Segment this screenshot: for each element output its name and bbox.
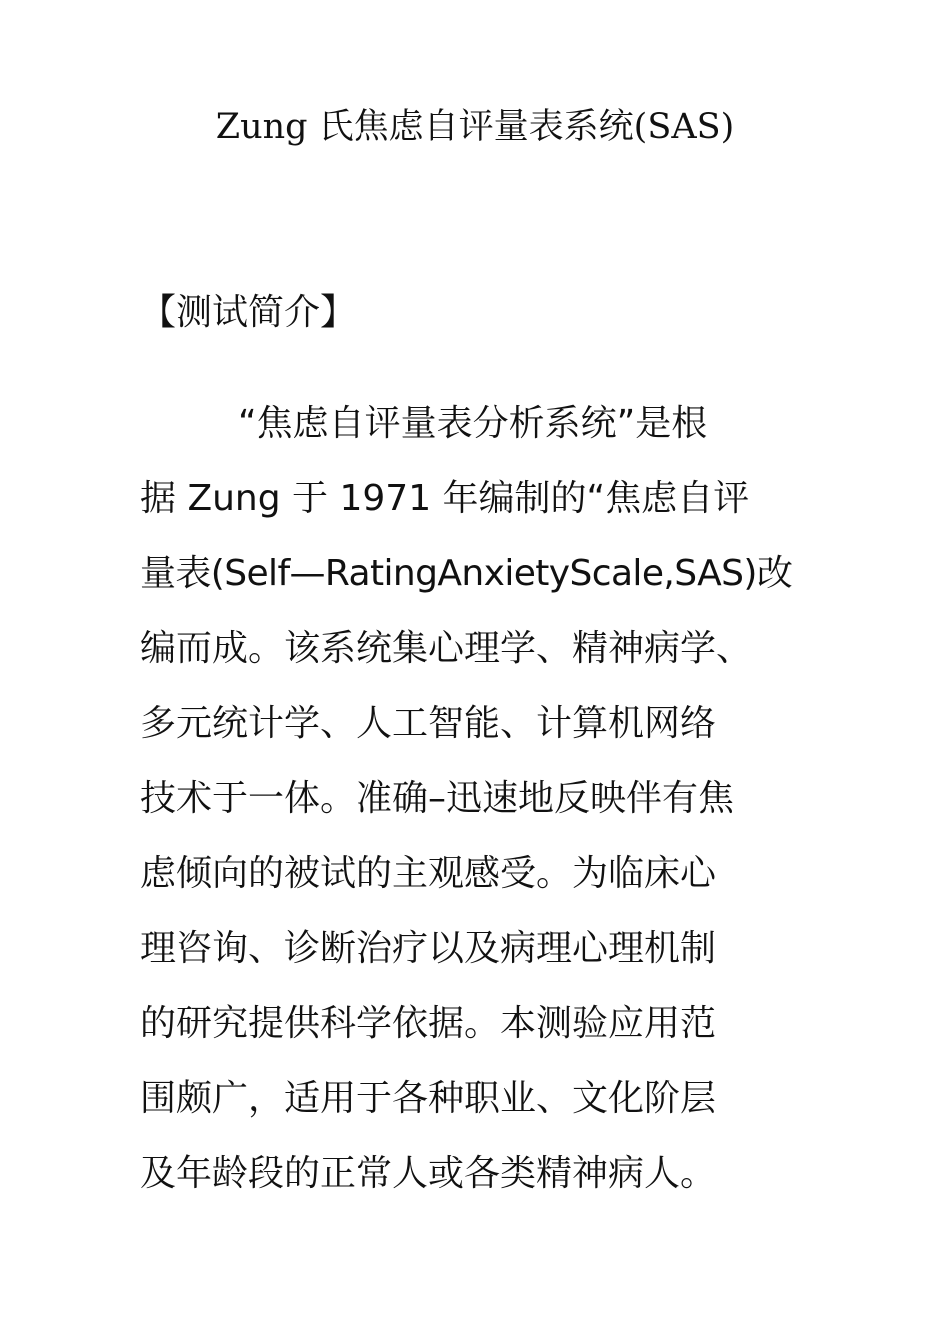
paragraph-line: 的研究提供科学依据。本测验应用范	[140, 1003, 717, 1044]
paragraph-line: “焦虑自评量表分析系统”是根	[238, 403, 708, 444]
section-heading-test-intro: 【测试简介】	[140, 292, 357, 333]
paragraph-line: 理咨询、诊断治疗以及病理心理机制	[140, 928, 717, 969]
paragraph-line: 量表(Self—RatingAnxietyScale,SAS)改	[140, 553, 793, 594]
document-title: Zung 氏焦虑自评量表系统(SAS)	[215, 107, 735, 147]
paragraph-line: 及年龄段的正常人或各类精神病人。	[140, 1153, 717, 1194]
paragraph-line: 虑倾向的被试的主观感受。为临床心	[140, 853, 717, 894]
paragraph-line: 编而成。该系统集心理学、精神病学、	[140, 628, 753, 669]
paragraph-line: 技术于一体。准确–迅速地反映伴有焦	[140, 778, 735, 819]
paragraph-line: 据 Zung 于 1971 年编制的“焦虑自评	[140, 478, 750, 519]
intro-paragraph	[140, 386, 840, 1211]
paragraph-line: 围颇广，适用于各种职业、文化阶层	[140, 1078, 717, 1119]
paragraph-line: 多元统计学、人工智能、计算机网络	[140, 703, 717, 744]
